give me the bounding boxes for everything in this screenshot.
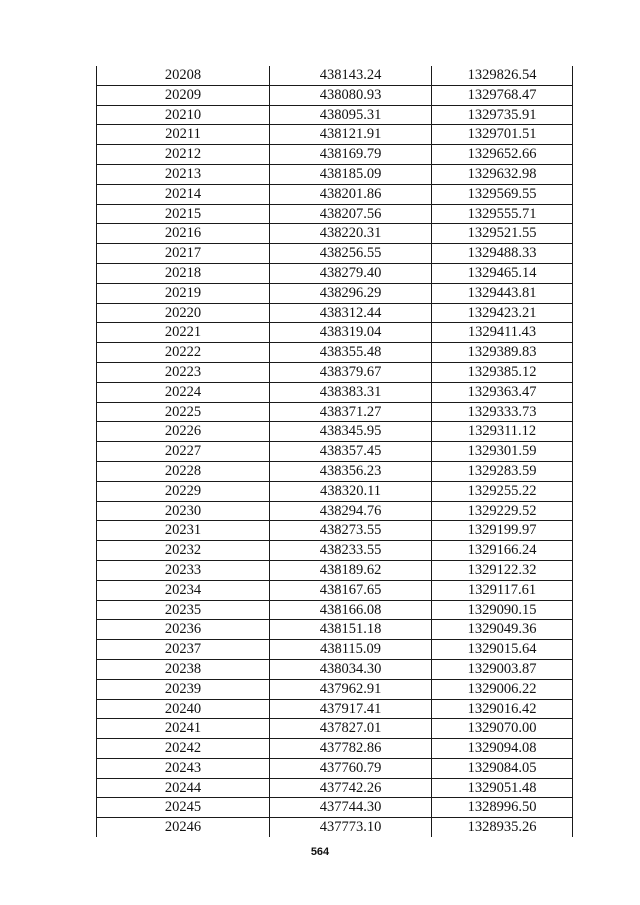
table-row: [97, 659, 573, 679]
y-coordinate-cell: 1329003.87: [432, 659, 573, 679]
point-id-cell: 20221: [97, 323, 270, 343]
table-row: [97, 204, 573, 224]
point-id-cell: 20220: [97, 303, 270, 323]
point-id-cell: 20223: [97, 362, 270, 382]
table-row: [97, 145, 573, 165]
y-coordinate-cell: 1329632.98: [432, 164, 573, 184]
x-coordinate-cell: 438296.29: [270, 283, 432, 303]
x-coordinate-cell: 438201.86: [270, 184, 432, 204]
point-id-cell: 20235: [97, 600, 270, 620]
y-coordinate-cell: 1328996.50: [432, 798, 573, 818]
y-coordinate-cell: 1329090.15: [432, 600, 573, 620]
point-id-cell: 20232: [97, 541, 270, 561]
x-coordinate-cell: 438279.40: [270, 263, 432, 283]
point-id-cell: 20243: [97, 758, 270, 778]
table-row: [97, 263, 573, 283]
y-coordinate-cell: 1329333.73: [432, 402, 573, 422]
x-coordinate-cell: 437760.79: [270, 758, 432, 778]
coordinate-table: [96, 66, 573, 837]
x-coordinate-cell: 438355.48: [270, 343, 432, 363]
table-row: [97, 818, 573, 837]
y-coordinate-cell: 1329311.12: [432, 422, 573, 442]
point-id-cell: 20209: [97, 85, 270, 105]
y-coordinate-cell: 1329569.55: [432, 184, 573, 204]
x-coordinate-cell: 438357.45: [270, 442, 432, 462]
table-row: [97, 580, 573, 600]
table-row: [97, 501, 573, 521]
table-row: [97, 758, 573, 778]
table-row: [97, 164, 573, 184]
table-row: [97, 105, 573, 125]
table-row: [97, 461, 573, 481]
x-coordinate-cell: 438151.18: [270, 620, 432, 640]
x-coordinate-cell: 438383.31: [270, 382, 432, 402]
point-id-cell: 20227: [97, 442, 270, 462]
y-coordinate-cell: 1329084.05: [432, 758, 573, 778]
point-id-cell: 20211: [97, 125, 270, 145]
point-id-cell: 20225: [97, 402, 270, 422]
point-id-cell: 20222: [97, 343, 270, 363]
table-row: [97, 640, 573, 660]
y-coordinate-cell: 1329735.91: [432, 105, 573, 125]
x-coordinate-cell: 437962.91: [270, 679, 432, 699]
y-coordinate-cell: 1329199.97: [432, 521, 573, 541]
x-coordinate-cell: 438256.55: [270, 244, 432, 264]
page-number: 564: [310, 846, 330, 858]
y-coordinate-cell: 1329768.47: [432, 85, 573, 105]
table-row: [97, 442, 573, 462]
x-coordinate-cell: 437917.41: [270, 699, 432, 719]
table-row: [97, 362, 573, 382]
point-id-cell: 20230: [97, 501, 270, 521]
y-coordinate-cell: 1329301.59: [432, 442, 573, 462]
point-id-cell: 20241: [97, 719, 270, 739]
y-coordinate-cell: 1329070.00: [432, 719, 573, 739]
y-coordinate-cell: 1329701.51: [432, 125, 573, 145]
y-coordinate-cell: 1329049.36: [432, 620, 573, 640]
table-row: [97, 699, 573, 719]
x-coordinate-cell: 438356.23: [270, 461, 432, 481]
table-row: [97, 600, 573, 620]
point-id-cell: 20239: [97, 679, 270, 699]
coordinate-table-container: [96, 66, 572, 837]
table-row: [97, 719, 573, 739]
x-coordinate-cell: 438121.91: [270, 125, 432, 145]
point-id-cell: 20215: [97, 204, 270, 224]
x-coordinate-cell: 438371.27: [270, 402, 432, 422]
table-row: [97, 541, 573, 561]
point-id-cell: 20233: [97, 560, 270, 580]
table-row: [97, 521, 573, 541]
x-coordinate-cell: 438319.04: [270, 323, 432, 343]
y-coordinate-cell: 1329521.55: [432, 224, 573, 244]
point-id-cell: 20224: [97, 382, 270, 402]
table-row: [97, 184, 573, 204]
table-row: [97, 679, 573, 699]
x-coordinate-cell: 438207.56: [270, 204, 432, 224]
table-row: [97, 323, 573, 343]
point-id-cell: 20244: [97, 778, 270, 798]
x-coordinate-cell: 437742.26: [270, 778, 432, 798]
point-id-cell: 20216: [97, 224, 270, 244]
x-coordinate-cell: 438115.09: [270, 640, 432, 660]
x-coordinate-cell: 438189.62: [270, 560, 432, 580]
y-coordinate-cell: 1329229.52: [432, 501, 573, 521]
x-coordinate-cell: 437744.30: [270, 798, 432, 818]
table-row: [97, 778, 573, 798]
table-row: [97, 283, 573, 303]
y-coordinate-cell: 1329094.08: [432, 739, 573, 759]
point-id-cell: 20231: [97, 521, 270, 541]
x-coordinate-cell: 438166.08: [270, 600, 432, 620]
y-coordinate-cell: 1329465.14: [432, 263, 573, 283]
table-row: [97, 224, 573, 244]
point-id-cell: 20208: [97, 66, 270, 85]
x-coordinate-cell: 438312.44: [270, 303, 432, 323]
x-coordinate-cell: 438233.55: [270, 541, 432, 561]
point-id-cell: 20212: [97, 145, 270, 165]
x-coordinate-cell: 437782.86: [270, 739, 432, 759]
point-id-cell: 20236: [97, 620, 270, 640]
y-coordinate-cell: 1329117.61: [432, 580, 573, 600]
x-coordinate-cell: 438143.24: [270, 66, 432, 85]
x-coordinate-cell: 438294.76: [270, 501, 432, 521]
point-id-cell: 20234: [97, 580, 270, 600]
y-coordinate-cell: 1329363.47: [432, 382, 573, 402]
y-coordinate-cell: 1329016.42: [432, 699, 573, 719]
point-id-cell: 20238: [97, 659, 270, 679]
table-row: [97, 560, 573, 580]
table-row: [97, 382, 573, 402]
y-coordinate-cell: 1329443.81: [432, 283, 573, 303]
x-coordinate-cell: 438379.67: [270, 362, 432, 382]
x-coordinate-cell: 438185.09: [270, 164, 432, 184]
y-coordinate-cell: 1329488.33: [432, 244, 573, 264]
point-id-cell: 20226: [97, 422, 270, 442]
point-id-cell: 20228: [97, 461, 270, 481]
table-row: [97, 402, 573, 422]
table-row: [97, 343, 573, 363]
table-row: [97, 303, 573, 323]
table-row: [97, 620, 573, 640]
y-coordinate-cell: 1329006.22: [432, 679, 573, 699]
x-coordinate-cell: 438220.31: [270, 224, 432, 244]
point-id-cell: 20219: [97, 283, 270, 303]
point-id-cell: 20242: [97, 739, 270, 759]
y-coordinate-cell: 1329255.22: [432, 481, 573, 501]
table-row: [97, 422, 573, 442]
x-coordinate-cell: 437773.10: [270, 818, 432, 837]
y-coordinate-cell: 1329652.66: [432, 145, 573, 165]
y-coordinate-cell: 1329555.71: [432, 204, 573, 224]
y-coordinate-cell: 1329423.21: [432, 303, 573, 323]
table-row: [97, 739, 573, 759]
y-coordinate-cell: 1329122.32: [432, 560, 573, 580]
table-row: [97, 481, 573, 501]
table-row: [97, 798, 573, 818]
x-coordinate-cell: 437827.01: [270, 719, 432, 739]
y-coordinate-cell: 1329389.83: [432, 343, 573, 363]
point-id-cell: 20214: [97, 184, 270, 204]
point-id-cell: 20218: [97, 263, 270, 283]
y-coordinate-cell: 1329015.64: [432, 640, 573, 660]
x-coordinate-cell: 438320.11: [270, 481, 432, 501]
table-row: [97, 244, 573, 264]
y-coordinate-cell: 1329283.59: [432, 461, 573, 481]
x-coordinate-cell: 438034.30: [270, 659, 432, 679]
y-coordinate-cell: 1328935.26: [432, 818, 573, 837]
x-coordinate-cell: 438095.31: [270, 105, 432, 125]
point-id-cell: 20213: [97, 164, 270, 184]
point-id-cell: 20246: [97, 818, 270, 837]
x-coordinate-cell: 438169.79: [270, 145, 432, 165]
y-coordinate-cell: 1329385.12: [432, 362, 573, 382]
table-row: [97, 66, 573, 85]
point-id-cell: 20229: [97, 481, 270, 501]
x-coordinate-cell: 438167.65: [270, 580, 432, 600]
x-coordinate-cell: 438273.55: [270, 521, 432, 541]
point-id-cell: 20245: [97, 798, 270, 818]
y-coordinate-cell: 1329826.54: [432, 66, 573, 85]
y-coordinate-cell: 1329051.48: [432, 778, 573, 798]
point-id-cell: 20217: [97, 244, 270, 264]
point-id-cell: 20240: [97, 699, 270, 719]
table-row: [97, 85, 573, 105]
table-row: [97, 125, 573, 145]
y-coordinate-cell: 1329411.43: [432, 323, 573, 343]
y-coordinate-cell: 1329166.24: [432, 541, 573, 561]
x-coordinate-cell: 438080.93: [270, 85, 432, 105]
x-coordinate-cell: 438345.95: [270, 422, 432, 442]
point-id-cell: 20237: [97, 640, 270, 660]
point-id-cell: 20210: [97, 105, 270, 125]
coordinate-table-body: [97, 66, 573, 837]
